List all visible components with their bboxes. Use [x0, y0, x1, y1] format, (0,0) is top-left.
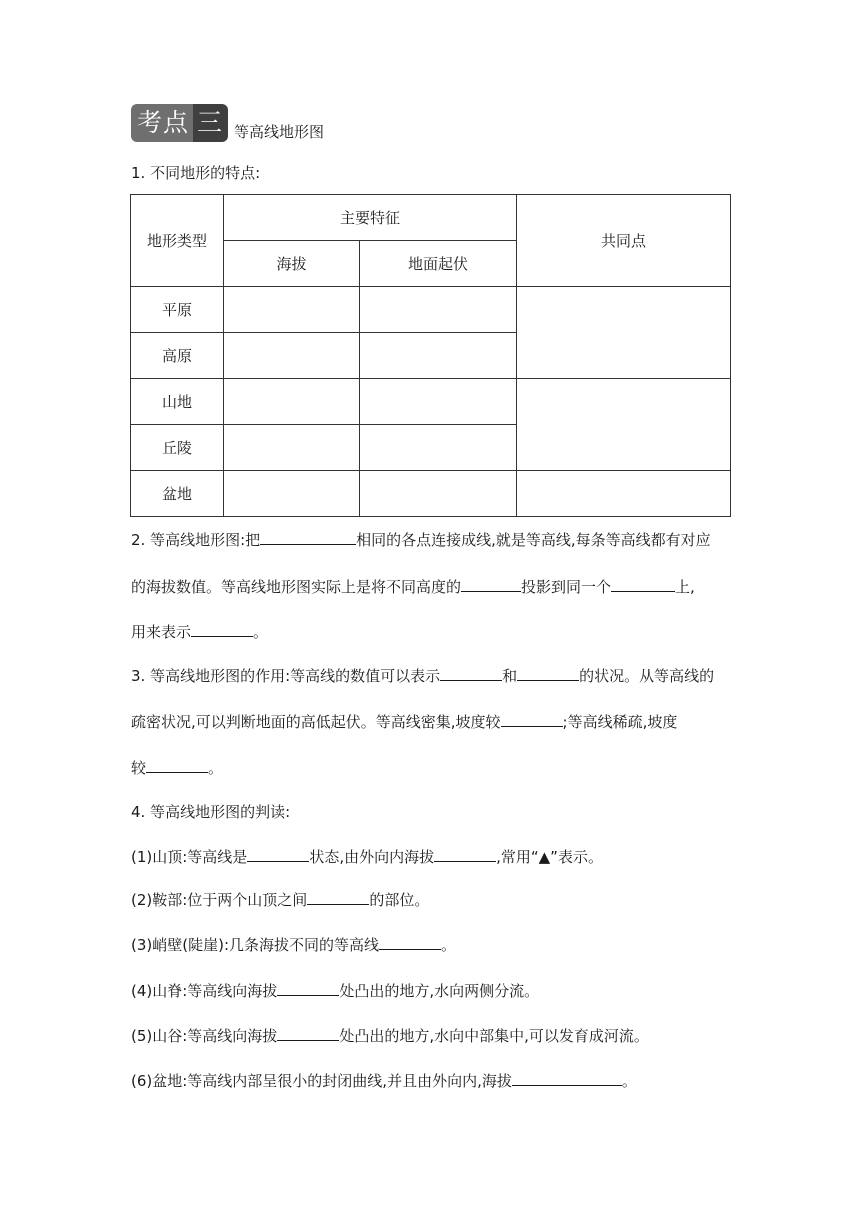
header-common-points: 共同点	[517, 195, 731, 287]
text: ;等高线稀疏,坡度	[562, 713, 678, 731]
text: 上,	[675, 578, 695, 596]
answer-blank[interactable]	[277, 979, 339, 996]
text: 的海拔数值。等高线地形图实际上是将不同高度的	[131, 578, 462, 596]
text: (3)峭壁(陡崖):几条海拔不同的等高线	[131, 936, 380, 954]
row-label-plateau: 高原	[131, 333, 224, 379]
text: (2)鞍部:位于两个山顶之间	[131, 891, 308, 909]
question-4-item-4	[131, 979, 539, 1001]
text: 2. 等高线地形图:把	[131, 531, 261, 549]
answer-cell[interactable]	[360, 379, 517, 425]
text: 。	[253, 623, 269, 641]
answer-cell[interactable]	[360, 287, 517, 333]
question-3-line-3	[131, 756, 223, 778]
question-2-line-3	[131, 620, 268, 642]
question-4-item-6	[131, 1069, 637, 1091]
answer-blank[interactable]	[512, 1069, 622, 1086]
answer-blank[interactable]	[501, 710, 563, 727]
text: 相同的各点连接成线,就是等高线,每条等高线都有对应	[356, 531, 711, 549]
header-relief: 地面起伏	[360, 241, 517, 287]
question-4-item-5	[131, 1024, 649, 1046]
text: 3. 等高线地形图的作用:等高线的数值可以表示	[131, 667, 441, 685]
answer-blank[interactable]	[277, 1024, 339, 1041]
answer-cell-common[interactable]	[517, 379, 731, 471]
row-label-basin: 盆地	[131, 471, 224, 517]
answer-blank[interactable]	[260, 528, 356, 545]
text: 用来表示	[131, 623, 192, 641]
answer-cell[interactable]	[224, 379, 360, 425]
text: 投影到同一个	[521, 578, 612, 596]
text: 疏密状况,可以判断地面的高低起伏。等高线密集,坡度较	[131, 713, 501, 731]
answer-blank[interactable]	[440, 664, 502, 681]
question-3-line-1	[131, 664, 714, 686]
answer-blank[interactable]	[434, 845, 496, 862]
answer-blank[interactable]	[191, 620, 253, 637]
text: 处凸出的地方,水向两侧分流。	[339, 982, 540, 1000]
question-3-line-2	[131, 710, 677, 732]
header-altitude: 海拔	[224, 241, 360, 287]
answer-cell[interactable]	[224, 287, 360, 333]
question-1: 1. 不同地形的特点:	[131, 164, 261, 182]
row-label-mountain: 山地	[131, 379, 224, 425]
answer-cell-common[interactable]	[517, 471, 731, 517]
text: 。	[208, 759, 224, 777]
text: 状态,由外向内海拔	[309, 848, 435, 866]
terrain-table	[130, 194, 731, 517]
text: 较	[131, 759, 147, 777]
section-header	[131, 104, 324, 142]
answer-cell[interactable]	[360, 425, 517, 471]
text: 的状况。从等高线的	[579, 667, 715, 685]
badge-label: 考点	[131, 104, 193, 142]
question-4-item-3	[131, 933, 456, 955]
answer-blank[interactable]	[517, 664, 579, 681]
header-terrain-type: 地形类型	[131, 195, 224, 287]
row-label-hill: 丘陵	[131, 425, 224, 471]
answer-cell[interactable]	[224, 425, 360, 471]
answer-blank[interactable]	[247, 845, 309, 862]
row-label-plain: 平原	[131, 287, 224, 333]
text: 的部位。	[369, 891, 430, 909]
question-4-item-1	[131, 845, 603, 867]
answer-blank[interactable]	[307, 888, 369, 905]
answer-cell[interactable]	[224, 471, 360, 517]
question-4-item-2	[131, 888, 429, 910]
answer-cell[interactable]	[224, 333, 360, 379]
question-4-title: 4. 等高线地形图的判读:	[131, 803, 291, 821]
header-main-features: 主要特征	[224, 195, 517, 241]
answer-blank[interactable]	[146, 756, 208, 773]
answer-blank[interactable]	[611, 575, 675, 592]
question-2-line-1	[131, 528, 711, 550]
answer-blank[interactable]	[379, 933, 441, 950]
question-2-line-2	[131, 575, 695, 597]
text: 。	[441, 936, 457, 954]
text: 。	[621, 1072, 637, 1090]
badge-number: 三	[193, 104, 228, 142]
answer-cell[interactable]	[360, 471, 517, 517]
section-badge	[131, 104, 228, 142]
section-title: 等高线地形图	[234, 123, 325, 141]
answer-blank[interactable]	[461, 575, 521, 592]
text: (6)盆地:等高线内部呈很小的封闭曲线,并且由外向内,海拔	[131, 1072, 512, 1090]
text: (5)山谷:等高线向海拔	[131, 1027, 278, 1045]
text: 和	[502, 667, 518, 685]
answer-cell-common[interactable]	[517, 287, 731, 379]
text: 处凸出的地方,水向中部集中,可以发育成河流。	[339, 1027, 649, 1045]
text: (1)山顶:等高线是	[131, 848, 248, 866]
text: ,常用“▲”表示。	[496, 848, 603, 866]
text: (4)山脊:等高线向海拔	[131, 982, 278, 1000]
answer-cell[interactable]	[360, 333, 517, 379]
